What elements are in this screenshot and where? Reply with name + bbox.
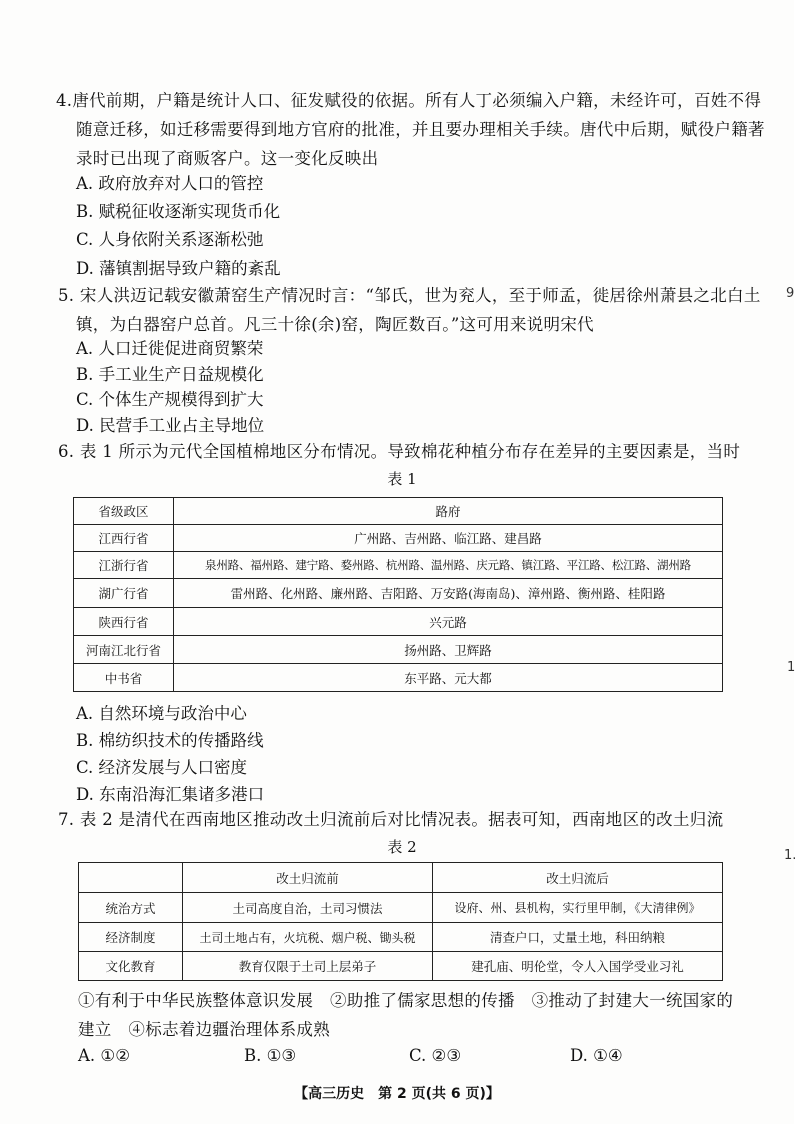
q7-line-1: 7. 表 2 是清代在西南地区推动改土归流前后对比情况表。据表可知，西南地区的改土归流 xyxy=(58,810,724,829)
q6-option-b: B. 棉纺织技术的传播路线 xyxy=(76,731,264,750)
table-row xyxy=(79,952,723,981)
table-cell: 江西行省 xyxy=(74,525,174,552)
q5-line-1: 5. 宋人洪迈记载安徽萧窑生产情况时言：“邹氏，世为兖人，至于师孟，徙居徐州萧县之北白土 xyxy=(58,286,761,305)
table-row xyxy=(74,608,723,636)
table-cell: 土司土地占有，火坑税、烟户税、锄头税 xyxy=(183,923,433,952)
table-2-header xyxy=(79,863,183,893)
table-cell: 文化教育 xyxy=(79,952,183,981)
q7-statement-line-1: ①有利于中华民族整体意识发展 ②助推了儒家思想的传播 ③推动了封建大一统国家的 xyxy=(78,991,734,1010)
table-row xyxy=(79,893,723,923)
table-cell: 清查户口，丈量土地，科田纳粮 xyxy=(433,923,723,952)
q5-option-d: D. 民营手工业占主导地位 xyxy=(76,416,265,435)
table-1-header-row xyxy=(74,498,723,525)
q7-choice-b: B. ①③ xyxy=(244,1046,297,1065)
table-2-header-row xyxy=(79,863,723,893)
q4-option-d: D. 藩镇割据导致户籍的紊乱 xyxy=(76,259,281,278)
question-5-stem xyxy=(58,281,761,339)
table-cell: 经济制度 xyxy=(79,923,183,952)
table-cell: 土司高度自治，土司习惯法 xyxy=(183,893,433,923)
q7-statement-line-2: 建立 ④标志着边疆治理体系成熟 xyxy=(78,1020,330,1039)
q4-option-a: A. 政府放弃对人口的管控 xyxy=(76,174,264,193)
table-cell: 江浙行省 xyxy=(74,552,174,579)
margin-mark: 9 xyxy=(786,286,795,301)
table-row xyxy=(74,579,723,608)
q5-line-2: 镇，为白器窑户总首。凡三十徐(余)窑，陶匠数百。”这可用来说明宋代 xyxy=(76,315,594,334)
q4-option-c: C. 人身依附关系逐渐松弛 xyxy=(76,230,264,249)
table-row xyxy=(74,552,723,579)
table-1 xyxy=(73,497,723,692)
q7-statements xyxy=(78,986,733,1044)
table-cell: 设府、州、县机构，实行里甲制，《大清律例》 xyxy=(433,893,723,923)
table-cell: 扬州路、卫辉路 xyxy=(174,636,723,664)
table-1-header: 省级政区 xyxy=(74,498,174,525)
q7-choice-c: C. ②③ xyxy=(409,1046,462,1065)
table-row xyxy=(74,636,723,664)
q5-option-a: A. 人口迁徙促进商贸繁荣 xyxy=(76,339,264,358)
table-cell: 东平路、元大都 xyxy=(174,664,723,692)
q7-choice-d: D. ①④ xyxy=(570,1046,623,1065)
q6-option-d: D. 东南沿海汇集诸多港口 xyxy=(76,785,265,804)
table-2-header: 改土归流后 xyxy=(433,863,723,893)
q4-option-b: B. 赋税征收逐渐实现货币化 xyxy=(76,202,281,221)
table-cell: 泉州路、福州路、建宁路、婺州路、杭州路、温州路、庆元路、镇江路、平江路、松江路、湖州路 xyxy=(174,552,723,579)
question-6-stem xyxy=(58,437,740,466)
margin-mark: 1 xyxy=(787,660,796,675)
table-2 xyxy=(78,862,723,981)
table-cell: 教育仅限于土司上层弟子 xyxy=(183,952,433,981)
q4-line-3: 录时已出现了商贩客户。这一变化反映出 xyxy=(76,149,379,168)
table-cell: 广州路、吉州路、临江路、建昌路 xyxy=(174,525,723,552)
table-2-header: 改土归流前 xyxy=(183,863,433,893)
table-2-caption: 表 2 xyxy=(387,838,417,856)
table-cell: 兴元路 xyxy=(174,608,723,636)
table-row xyxy=(74,664,723,692)
table-row xyxy=(79,923,723,952)
q5-option-c: C. 个体生产规模得到扩大 xyxy=(76,390,264,409)
table-cell: 建孔庙、明伦堂，令人入国学受业习礼 xyxy=(433,952,723,981)
table-cell: 统治方式 xyxy=(79,893,183,923)
table-1-caption: 表 1 xyxy=(387,470,417,488)
q7-choice-a: A. ①② xyxy=(78,1046,130,1065)
table-cell: 河南江北行省 xyxy=(74,636,174,664)
table-cell: 陕西行省 xyxy=(74,608,174,636)
q6-line-1: 6. 表 1 所示为元代全国植棉地区分布情况。导致棉花种植分布存在差异的主要因素是，当时 xyxy=(58,442,741,461)
page-footer: 【高三历史 第 2 页(共 6 页)】 xyxy=(294,1086,500,1102)
table-cell: 中书省 xyxy=(74,664,174,692)
table-1-header: 路府 xyxy=(174,498,723,525)
q5-option-b: B. 手工业生产日益规模化 xyxy=(76,365,264,384)
margin-mark: 1. xyxy=(784,848,796,863)
table-row xyxy=(74,525,723,552)
question-7-stem xyxy=(58,805,723,834)
q4-line-2: 随意迁移，如迁移需要得到地方官府的批准，并且要办理相关手续。唐代中后期，赋役户籍著 xyxy=(76,120,765,139)
q6-option-c: C. 经济发展与人口密度 xyxy=(76,758,248,777)
q4-line-1: 4.唐代前期，户籍是统计人口、征发赋役的依据。所有人丁必须编入户籍，未经许可，百姓不得 xyxy=(56,91,762,110)
q6-option-a: A. 自然环境与政治中心 xyxy=(76,704,247,723)
table-cell: 湖广行省 xyxy=(74,579,174,608)
table-cell: 雷州路、化州路、廉州路、吉阳路、万安路(海南岛)、漳州路、衡州路、桂阳路 xyxy=(174,579,723,608)
question-4-stem xyxy=(56,86,765,173)
